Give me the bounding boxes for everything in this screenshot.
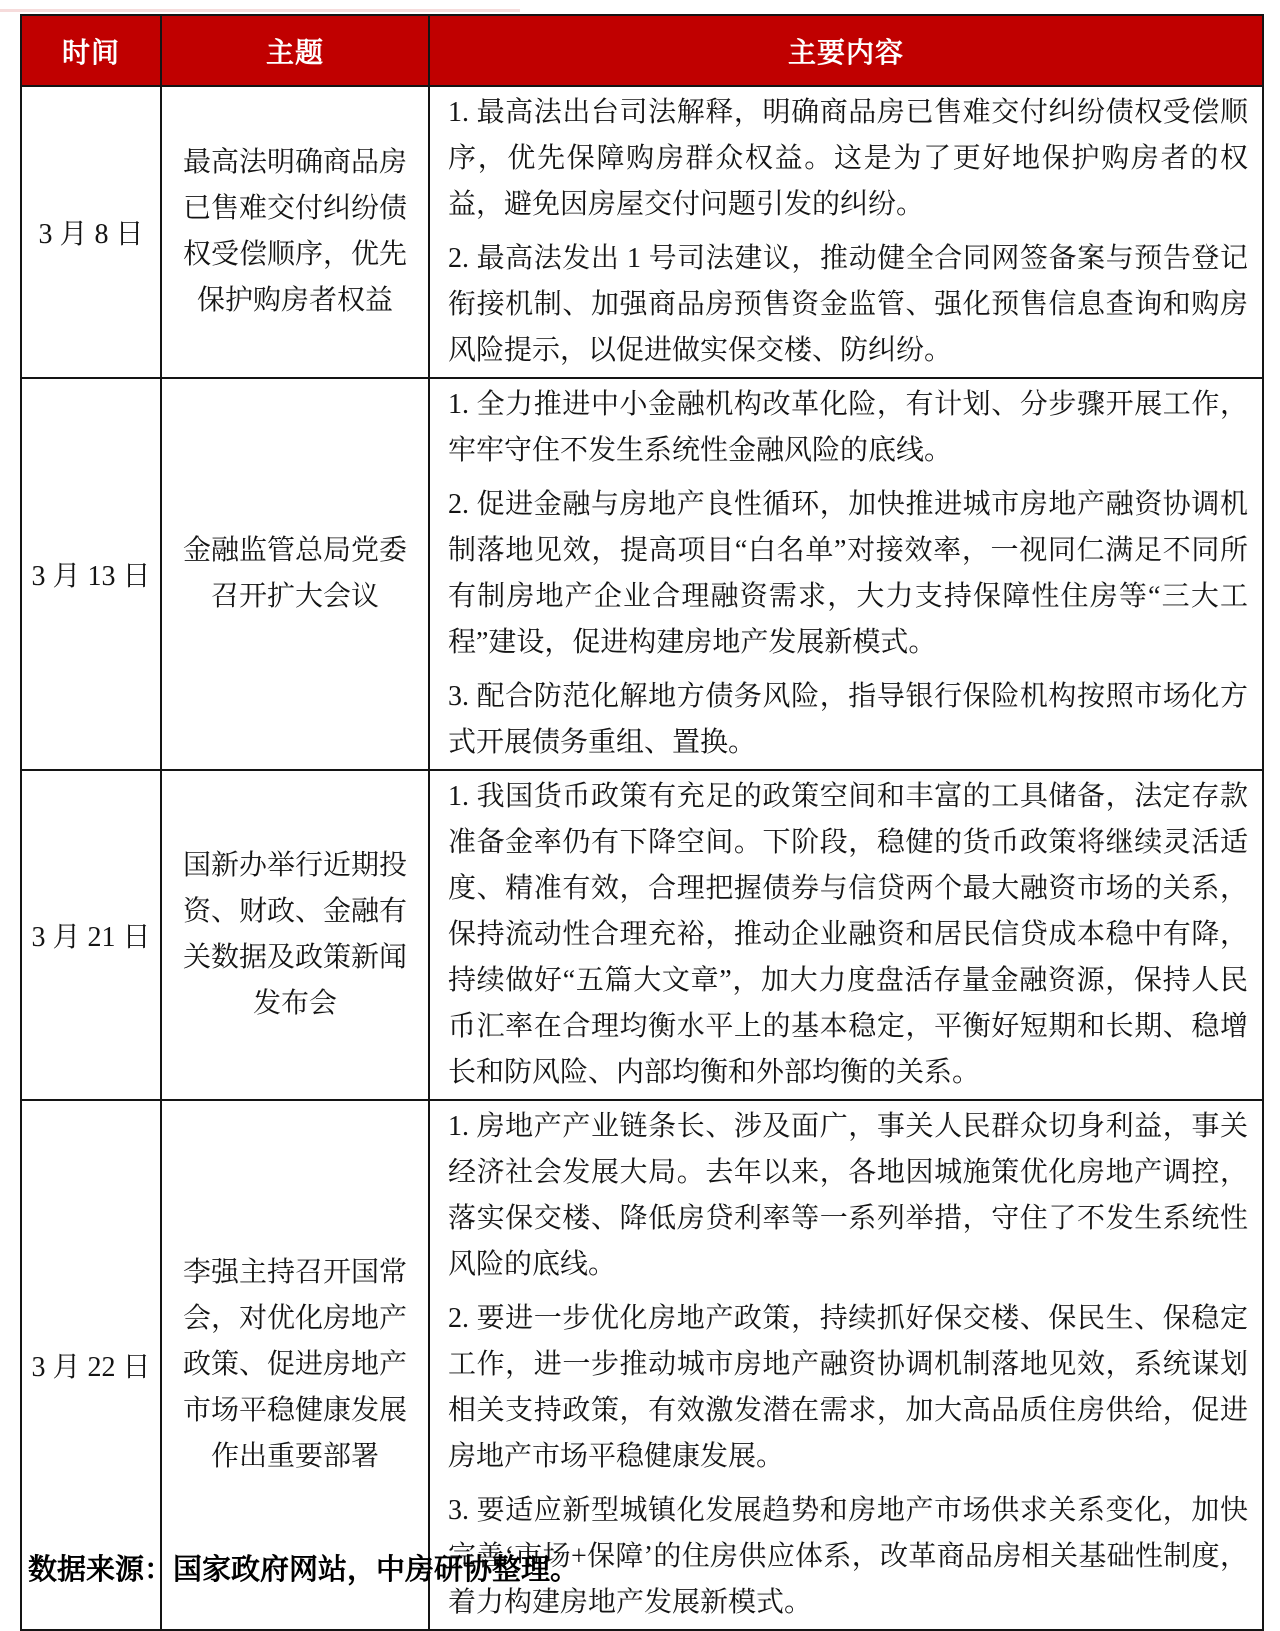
content-item: 2. 最高法发出 1 号司法建议，推动健全合同网签备案与预告登记衔接机制、加强商品房预售资金监管、强化预售信息查询和购房风险提示，以促进做实保交楼、防纠纷。 — [448, 243, 1248, 366]
data-source-note: 数据来源：国家政府网站，中房研协整理。 — [28, 1554, 580, 1586]
date-cell: 3 月 22 日 — [21, 1100, 161, 1630]
table-header-row — [21, 15, 1263, 86]
topic-cell: 国新办举行近期投资、财政、金融有关数据及政策新闻发布会 — [161, 770, 429, 1100]
content-cell — [429, 86, 1263, 378]
content-item: 3. 配合防范化解地方债务风险，指导银行保险机构按照市场化方式开展债务重组、置换。 — [448, 681, 1248, 758]
date-cell: 3 月 8 日 — [21, 86, 161, 378]
content-item: 1. 房地产产业链条长、涉及面广，事关人民群众切身利益，事关经济社会发展大局。去年以来，各地因城施策优化房地产调控，落实保交楼、降低房贷利率等一系列举措，守住了不发生系统性风险的底线。 — [448, 1111, 1248, 1280]
table-row — [21, 86, 1263, 378]
header-cell-topic: 主题 — [161, 15, 429, 86]
topic-cell: 金融监管总局党委召开扩大会议 — [161, 378, 429, 770]
policy-events-table — [20, 14, 1264, 1631]
content-item: 1. 最高法出台司法解释，明确商品房已售难交付纠纷债权受偿顺序，优先保障购房群众权益。这是为了更好地保护购房者的权益，避免因房屋交付问题引发的纠纷。 — [448, 97, 1248, 220]
header-cell-time: 时间 — [21, 15, 161, 86]
topic-cell: 最高法明确商品房已售难交付纠纷债权受偿顺序，优先保护购房者权益 — [161, 86, 429, 378]
date-cell: 3 月 21 日 — [21, 770, 161, 1100]
topic-cell: 李强主持召开国常会，对优化房地产政策、促进房地产市场平稳健康发展作出重要部署 — [161, 1100, 429, 1630]
content-item: 2. 要进一步优化房地产政策，持续抓好保交楼、保民生、保稳定工作，进一步推动城市房地产融资协调机制落地见效，系统谋划相关支持政策，有效激发潜在需求，加大高品质住房供给，促进房地产市场平稳健康发展。 — [448, 1303, 1248, 1472]
content-item: 1. 我国货币政策有充足的政策空间和丰富的工具储备，法定存款准备金率仍有下降空间。下阶段，稳健的货币政策将继续灵活适度、精准有效，合理把握债券与信贷两个最大融资市场的关系，保持流动性合理充裕，推动企业融资和居民信贷成本稳中有降，持续做好“五篇大文章”，加大力度盘活存量金融资源，保持人民币汇率在合理均衡水平上的基本稳定，平衡好短期和长期、稳增长和防风险、内部均衡和外部均衡的关系。 — [448, 781, 1248, 1088]
top-edge-artifact — [0, 9, 520, 12]
content-cell — [429, 770, 1263, 1100]
date-cell: 3 月 13 日 — [21, 378, 161, 770]
table-row — [21, 770, 1263, 1100]
content-item: 1. 全力推进中小金融机构改革化险，有计划、分步骤开展工作，牢牢守住不发生系统性金融风险的底线。 — [448, 389, 1248, 466]
header-cell-content: 主要内容 — [429, 15, 1263, 86]
table-row — [21, 378, 1263, 770]
content-cell — [429, 378, 1263, 770]
content-item: 2. 促进金融与房地产良性循环，加快推进城市房地产融资协调机制落地见效，提高项目“白名单”对接效率，一视同仁满足不同所有制房地产企业合理融资需求，大力支持保障性住房等“三大工程”建设，促进构建房地产发展新模式。 — [448, 489, 1248, 658]
content-item: 3. 要适应新型城镇化发展趋势和房地产市场供求关系变化，加快完善‘市场+保障’的住房供应体系，改革商品房相关基础性制度，着力构建房地产发展新模式。 — [448, 1495, 1248, 1618]
